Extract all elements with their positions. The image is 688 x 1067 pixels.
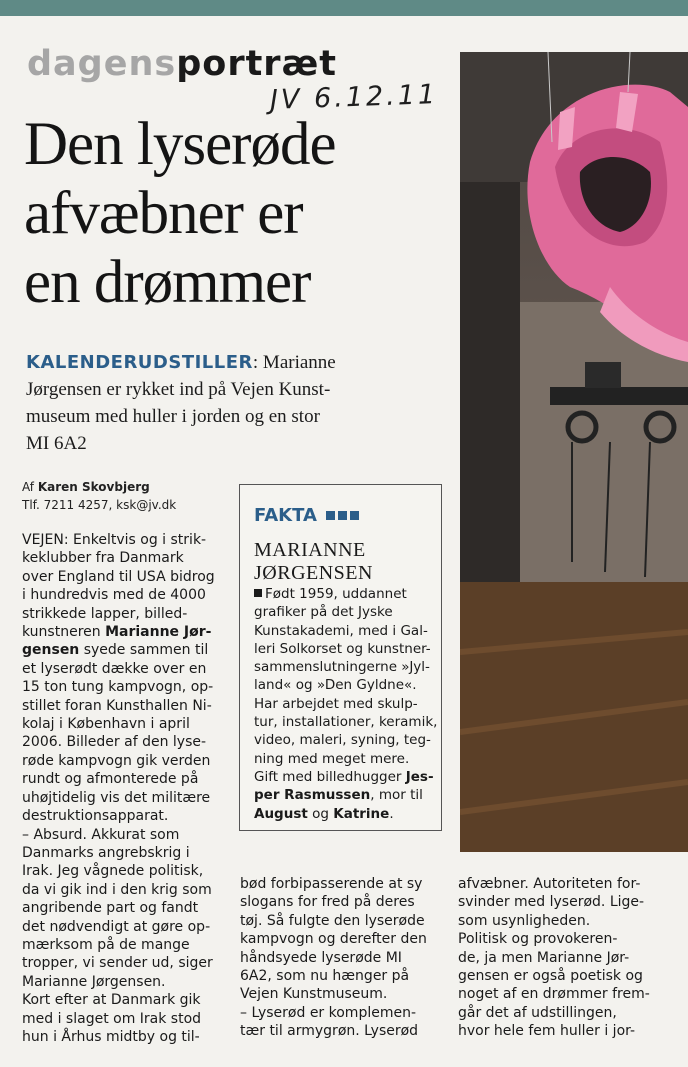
text-line: rundt og afmonterede på <box>22 771 199 788</box>
text-line: gensen syede sammen til <box>22 642 209 659</box>
text-line: bød forbipasserende at sy <box>240 876 423 892</box>
article-column-3 <box>458 875 673 1041</box>
byline-author: Karen Skovbjerg <box>37 480 150 494</box>
text-line: de, ja men Marianne Jør- <box>458 949 630 966</box>
kicker-light: dagens <box>27 44 177 84</box>
byline <box>22 478 176 514</box>
text-line: August og Katrine. <box>254 805 394 822</box>
text-line: kunstneren Marianne Jør- <box>22 624 212 641</box>
fakta-name-line: MARIANNE <box>254 539 366 561</box>
text-line: røde kampvogn gik verden <box>22 752 211 769</box>
fakta-title-text: FAKTA <box>254 505 317 526</box>
text-line: som usynligheden. <box>458 912 591 929</box>
deck-line: Jørgensen er rykket ind på Vejen Kunst- <box>26 379 331 400</box>
text-line: Irak. Jeg vågnede politisk, <box>22 863 204 880</box>
text-line: strikkede lapper, billed- <box>22 605 188 622</box>
text-line: tøj. Så fulgte den lyserøde <box>240 912 425 929</box>
headline <box>24 110 464 317</box>
text-line: kampvogn og derefter den <box>240 931 427 948</box>
text-line: i hundredvis med de 4000 <box>22 587 206 604</box>
text-line: uhøjtidelig vis det militære <box>22 789 211 806</box>
text-line: 2006. Billeder af den lyse- <box>22 734 207 751</box>
text-line: sammenslutningerne »Jyl- <box>254 659 430 676</box>
headline-line: afvæbner er <box>24 180 303 247</box>
text-line: Har arbejdet med skulp- <box>254 695 418 712</box>
text-line: stillet foran Kunsthallen Ni- <box>22 697 212 714</box>
text-line: noget af en drømmer frem- <box>458 986 650 1003</box>
text-line: destruktionsapparat. <box>22 808 169 825</box>
bullet-icon <box>254 589 262 597</box>
deck-line: museum med huller i jorden og en stor <box>26 406 320 427</box>
text-line: Kort efter at Danmark gik <box>22 992 201 1009</box>
text-line: tær til armygrøn. Lyserød <box>240 1023 419 1040</box>
text-line: gensen er også poetisk og <box>458 968 643 985</box>
text-line: ning med meget mere. <box>254 750 410 767</box>
text-line: håndsyede lyserøde MI <box>240 949 402 966</box>
text-line: kolaj i København i april <box>22 716 190 733</box>
headline-line: en drømmer <box>24 249 311 316</box>
text-line: grafiker på det Jyske <box>254 604 393 621</box>
square-icon <box>326 511 335 520</box>
fakta-body <box>254 585 437 823</box>
text-line: Politisk og provokeren- <box>458 931 618 948</box>
byline-contact: Tlf. 7211 4257, ksk@jv.dk <box>22 498 177 512</box>
text-line: hun i Århus midtby og til- <box>22 1028 200 1045</box>
scan-top-edge <box>0 0 688 16</box>
fakta-title <box>254 505 359 526</box>
text-line: per Rasmussen, mor til <box>254 787 423 804</box>
text-line: keklubber fra Danmark <box>22 550 184 567</box>
handwritten-date-note: JV 6.12.11 <box>269 79 439 116</box>
fakta-name-line: JØRGENSEN <box>254 562 373 584</box>
section-kicker <box>27 44 337 84</box>
kicker-dark: portræt <box>176 44 337 84</box>
text-line: 6A2, som nu hænger på <box>240 968 410 985</box>
text-line: det nødvendigt at gøre op- <box>22 918 211 935</box>
text-line: hvor hele fem huller i jor- <box>458 1023 636 1040</box>
text-line: leri Solkorset og kunstner- <box>254 640 431 657</box>
square-icon <box>350 511 359 520</box>
text-line: angribende part og fandt <box>22 900 199 917</box>
text-line: 15 ton tung kampvogn, op- <box>22 679 214 696</box>
text-line: Marianne Jørgensen. <box>22 973 166 990</box>
text-line: over England til USA bidrog <box>22 568 215 585</box>
text-line: Vejen Kunstmuseum. <box>240 986 388 1003</box>
deck-label: KALENDERUDSTILLER <box>26 352 253 373</box>
deck-line: : Marianne <box>252 352 336 373</box>
fakta-name <box>254 539 373 585</box>
text-line: svinder med lyserød. Lige- <box>458 894 645 911</box>
text-line: – Absurd. Akkurat som <box>22 826 180 843</box>
text-line: land« og »Den Gyldne«. <box>254 677 417 694</box>
text-line: et lyserødt dække over en <box>22 660 207 677</box>
square-icon <box>338 511 347 520</box>
text-line: med i slaget om Irak stod <box>22 1010 202 1027</box>
article-column-2 <box>240 875 455 1041</box>
text-line: mærksom på de mange <box>22 936 190 953</box>
fakta-box <box>239 484 442 831</box>
article-photo <box>460 52 688 852</box>
text-line: Kunstakademi, med i Gal- <box>254 622 428 639</box>
byline-prefix: Af <box>22 480 38 494</box>
pink-sculpture-photo <box>460 52 688 852</box>
text-line: tur, installationer, keramik, <box>254 714 438 731</box>
text-line: går det af udstillingen, <box>458 1004 617 1021</box>
text-line: Født 1959, uddannet <box>254 585 437 603</box>
deck-line: MI 6A2 <box>26 433 87 454</box>
text-line: da vi gik ind i den krig som <box>22 881 212 898</box>
headline-line: Den lyserøde <box>24 111 336 178</box>
text-line: – Lyserød er komplemen- <box>240 1004 417 1021</box>
text-line: Danmarks angrebskrig i <box>22 844 190 861</box>
text-line: VEJEN: Enkeltvis og i strik- <box>22 532 207 548</box>
text-line: afvæbner. Autoriteten for- <box>458 876 641 892</box>
subheadline <box>26 349 456 457</box>
text-line: video, maleri, syning, teg- <box>254 732 431 749</box>
text-line: Gift med billedhugger Jes- <box>254 768 434 785</box>
text-line: tropper, vi sender ud, siger <box>22 955 213 972</box>
article-column-1 <box>22 531 237 1046</box>
text-line: slogans for fred på deres <box>240 894 415 911</box>
